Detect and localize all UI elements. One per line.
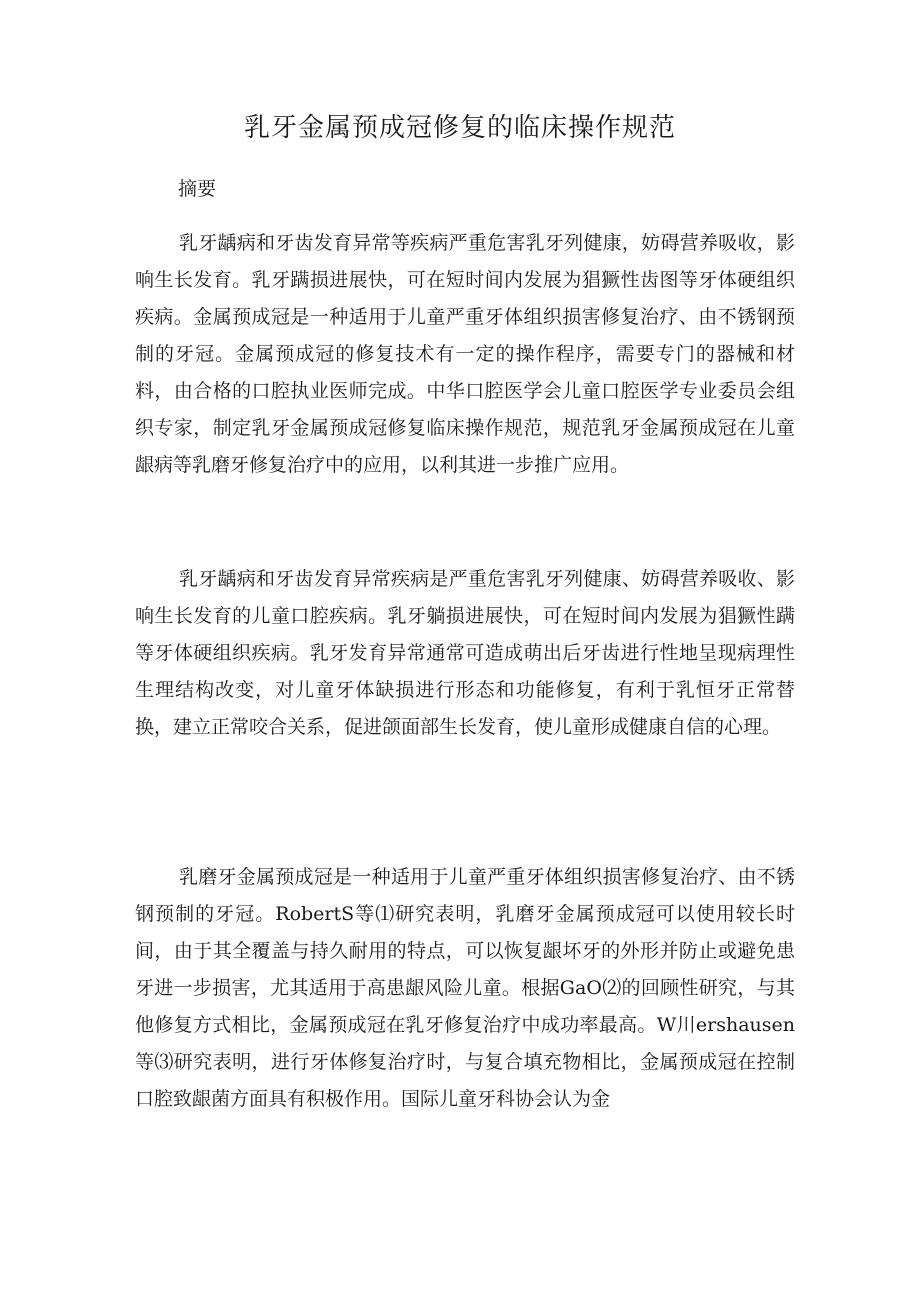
body-paragraph-1: 乳牙龋病和牙齿发育异常疾病是严重危害乳牙列健康、妨碍营养吸收、影响生长发育的儿童口腔疾病。乳牙躺损进展快，可在短时间内发展为猖獗性蹒等牙体硬组织疾病。乳牙发育异常通常可造成萌出后牙齿进行性地呈现病理性生理结构改变，对儿童牙体缺损进行形态和功能修复，有利于乳恒牙正常替换，建立正常咬合关系，促进颌面部生长发育，使儿童形成健康自信的心理。 — [135, 568, 795, 738]
body-paragraph-2: 乳磨牙金属预成冠是一种适用于儿童严重牙体组织损害修复治疗、由不锈钢预制的牙冠。RobertS等⑴研究表明，乳磨牙金属预成冠可以使用较长时间，由于其全覆盖与持久耐用的特点，可以恢复龈坏牙的外形并防止或避免患牙进一步损害，尤其适用于高患龈风险儿童。根据GaO⑵的回顾性研究，与其他修复方式相比，金属预成冠在乳牙修复治疗中成功率最高。W川ershausen等⑶研究表明，进行牙体修复治疗时，与复合填充物相比，金属预成冠在控制口腔致龈菌方面具有积极作用。国际儿童牙科协会认为金 — [135, 866, 795, 1110]
abstract-label: 摘要 — [178, 178, 217, 200]
abstract-paragraph: 乳牙龋病和牙齿发育异常等疾病严重危害乳牙列健康，妨碍营养吸收，影响生长发育。乳牙蹒损进展快，可在短时间内发展为猖獗性齿图等牙体硬组织疾病。金属预成冠是一种适用于儿童严重牙体组织损害修复治疗、由不锈钢预制的牙冠。金属预成冠的修复技术有一定的操作程序，需要专门的器械和材料，由合格的口腔执业医师完成。中华口腔医学会儿童口腔医学专业委员会组织专家，制定乳牙金属预成冠修复临床操作规范，规范乳牙金属预成冠在儿童龈病等乳磨牙修复治疗中的应用，以利其进一步推广应用。 — [135, 232, 795, 476]
document-title: 乳牙金属预成冠修复的临床操作规范 — [243, 113, 676, 143]
